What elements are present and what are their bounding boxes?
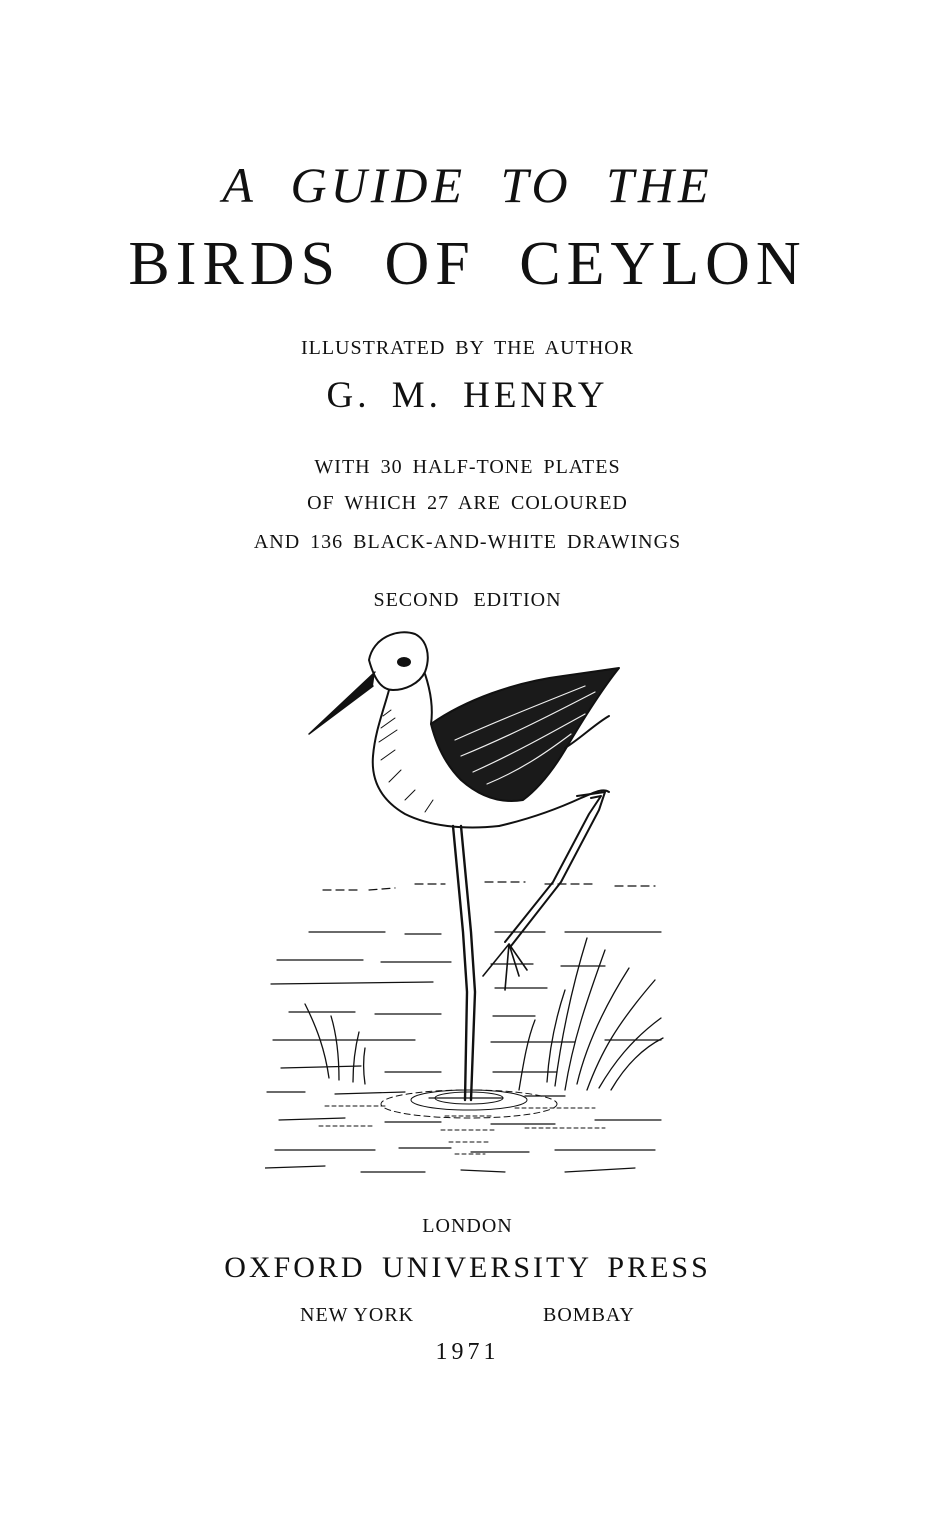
edition: SECOND EDITION — [373, 589, 562, 611]
title-line-1: A GUIDE TO THE — [222, 157, 713, 213]
contents-line-1: WITH 30 HALF-TONE PLATES — [314, 456, 621, 478]
illustrated-by: ILLUSTRATED BY THE AUTHOR — [300, 337, 635, 359]
contents-line-3: AND 136 BLACK-AND-WHITE DRAWINGS — [253, 531, 682, 553]
stilt-bird-wading-illustration — [265, 620, 665, 1190]
publisher-name: OXFORD UNIVERSITY PRESS — [224, 1251, 711, 1284]
author-name: G. M. HENRY — [326, 375, 609, 416]
contents-line-2: OF WHICH 27 ARE COLOURED — [307, 492, 628, 514]
publication-year: 1971 — [435, 1339, 500, 1365]
beak — [309, 672, 375, 734]
imprint-cities — [0, 1305, 935, 1329]
imprint-city: LONDON — [422, 1215, 513, 1237]
imprint-city-bombay: BOMBAY — [543, 1304, 635, 1326]
title-line-2: BIRDS OF CEYLON — [128, 230, 807, 298]
eye — [398, 658, 410, 666]
imprint-city-new-york: NEW YORK — [300, 1304, 415, 1326]
